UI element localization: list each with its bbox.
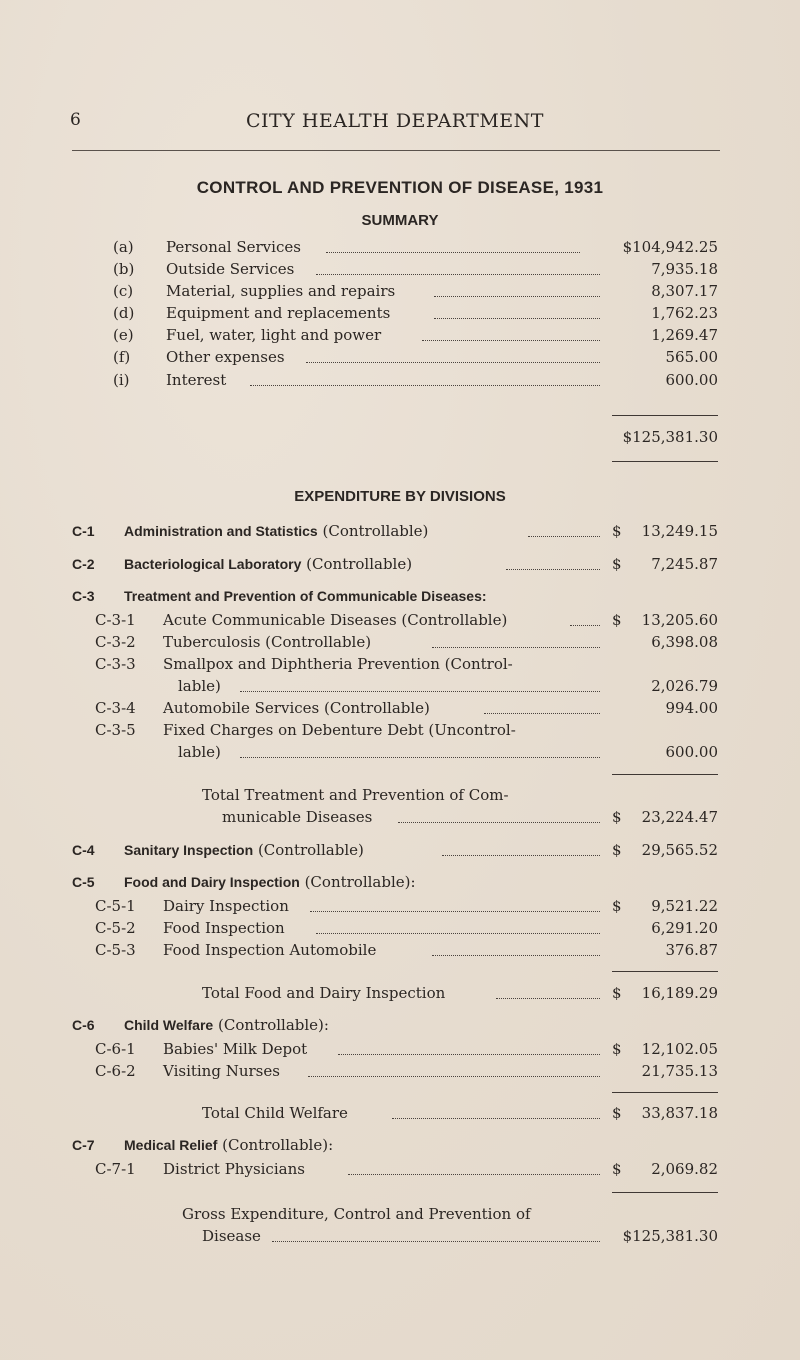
total-rule [612, 1092, 718, 1093]
running-title: CITY HEALTH DEPARTMENT [246, 110, 544, 132]
subdivision-row: C-5-2 Food Inspection 6,291.20 [95, 919, 718, 937]
subtotal-row-continued: municable Diseases $ 23,224.47 [222, 808, 718, 826]
dot-leader [434, 296, 600, 297]
dot-leader [506, 569, 600, 570]
summary-row: (c) Material, supplies and repairs 8,307.17 [113, 282, 718, 300]
subdivision-row-continued: lable) 2,026.79 [178, 677, 718, 695]
summary-row: (d) Equipment and replacements 1,762.23 [113, 304, 718, 322]
division-row-c6: C-6 Child Welfare (Controllable): [72, 1016, 329, 1034]
dot-leader [422, 340, 600, 341]
dot-leader [316, 933, 600, 934]
subdivision-row: C-3-5 Fixed Charges on Debenture Debt (Uncontrol- [95, 721, 516, 739]
gross-total-row-continued: Disease $125,381.30 [202, 1227, 718, 1245]
dot-leader [240, 757, 600, 758]
page-number: 6 [70, 110, 81, 130]
subdivision-row: C-3-2 Tuberculosis (Controllable) 6,398.08 [95, 633, 718, 651]
dot-leader [434, 318, 600, 319]
dot-leader [392, 1118, 600, 1119]
dot-leader [570, 625, 600, 626]
divisions-heading: EXPENDITURE BY DIVISIONS [294, 488, 506, 505]
total-rule [612, 461, 718, 462]
division-row-c5: C-5 Food and Dairy Inspection (Controllable): [72, 873, 416, 891]
dot-leader [250, 385, 600, 386]
running-head [70, 110, 720, 140]
subdivision-row: C-3-4 Automobile Services (Controllable) 994.00 [95, 699, 718, 717]
summary-heading: SUMMARY [361, 212, 439, 229]
dot-leader [496, 998, 600, 999]
division-row-c7: C-7 Medical Relief (Controllable): [72, 1136, 334, 1154]
subtotal-row: Total Child Welfare $ 33,837.18 [202, 1104, 718, 1122]
dot-leader [442, 855, 600, 856]
subtotal-row: Total Treatment and Prevention of Com- [202, 786, 509, 804]
subdivision-row: C-6-1 Babies' Milk Depot $ 12,102.05 [95, 1040, 718, 1058]
dot-leader [432, 647, 600, 648]
dot-leader [316, 274, 600, 275]
header-rule [72, 150, 720, 151]
dot-leader [240, 691, 600, 692]
dot-leader [326, 252, 580, 253]
division-row-c4: C-4 Sanitary Inspection (Controllable) $ 29,565.52 [72, 841, 718, 859]
dot-leader [272, 1241, 600, 1242]
gross-total-amount: $125,381.30 [622, 1227, 718, 1245]
division-row-c3: C-3 Treatment and Prevention of Communicable Diseases: [72, 588, 487, 604]
dot-leader [306, 362, 600, 363]
subtotal-row: Total Food and Dairy Inspection $ 16,189.29 [202, 984, 718, 1002]
subdivision-row: C-3-3 Smallpox and Diphtheria Prevention (Control- [95, 655, 513, 673]
page-title: CONTROL AND PREVENTION OF DISEASE, 1931 [196, 178, 604, 197]
dot-leader [398, 822, 600, 823]
summary-row: (a) Personal Services $104,942.25 [113, 238, 718, 256]
subdivision-row: C-5-3 Food Inspection Automobile 376.87 [95, 941, 718, 959]
total-rule [612, 1192, 718, 1193]
dot-leader [528, 536, 600, 537]
summary-total-row [0, 426, 800, 448]
dot-leader [348, 1174, 600, 1175]
dot-leader [338, 1054, 600, 1055]
subdivision-row: C-7-1 District Physicians $ 2,069.82 [95, 1160, 718, 1178]
division-row-c2: C-2 Bacteriological Laboratory (Controllable) $ 7,245.87 [72, 555, 718, 573]
total-rule [612, 774, 718, 775]
subdivision-row: C-6-2 Visiting Nurses 21,735.13 [95, 1062, 718, 1080]
dot-leader [484, 713, 600, 714]
summary-row: (f) Other expenses 565.00 [113, 348, 718, 366]
dot-leader [308, 1076, 600, 1077]
summary-row: (e) Fuel, water, light and power 1,269.47 [113, 326, 718, 344]
division-row-c1: C-1 Administration and Statistics (Controllable) $ 13,249.15 [72, 522, 718, 540]
summary-row: (b) Outside Services 7,935.18 [113, 260, 718, 278]
subdivision-row: C-3-1 Acute Communicable Diseases (Controllable) $ 13,205.60 [95, 611, 718, 629]
summary-row: (i) Interest 600.00 [113, 371, 718, 389]
total-rule [612, 415, 718, 416]
subdivision-row: C-5-1 Dairy Inspection $ 9,521.22 [95, 897, 718, 915]
total-rule [612, 971, 718, 972]
dot-leader [310, 911, 600, 912]
subtotal-amount: 33,837.18 [641, 1104, 718, 1122]
subtotal-amount: 16,189.29 [641, 984, 718, 1002]
subdivision-row-continued: lable) 600.00 [178, 743, 718, 761]
gross-total-row: Gross Expenditure, Control and Prevention of [182, 1205, 531, 1223]
subtotal-amount: 23,224.47 [641, 808, 718, 826]
summary-total: $125,381.30 [622, 428, 718, 446]
dot-leader [432, 955, 600, 956]
